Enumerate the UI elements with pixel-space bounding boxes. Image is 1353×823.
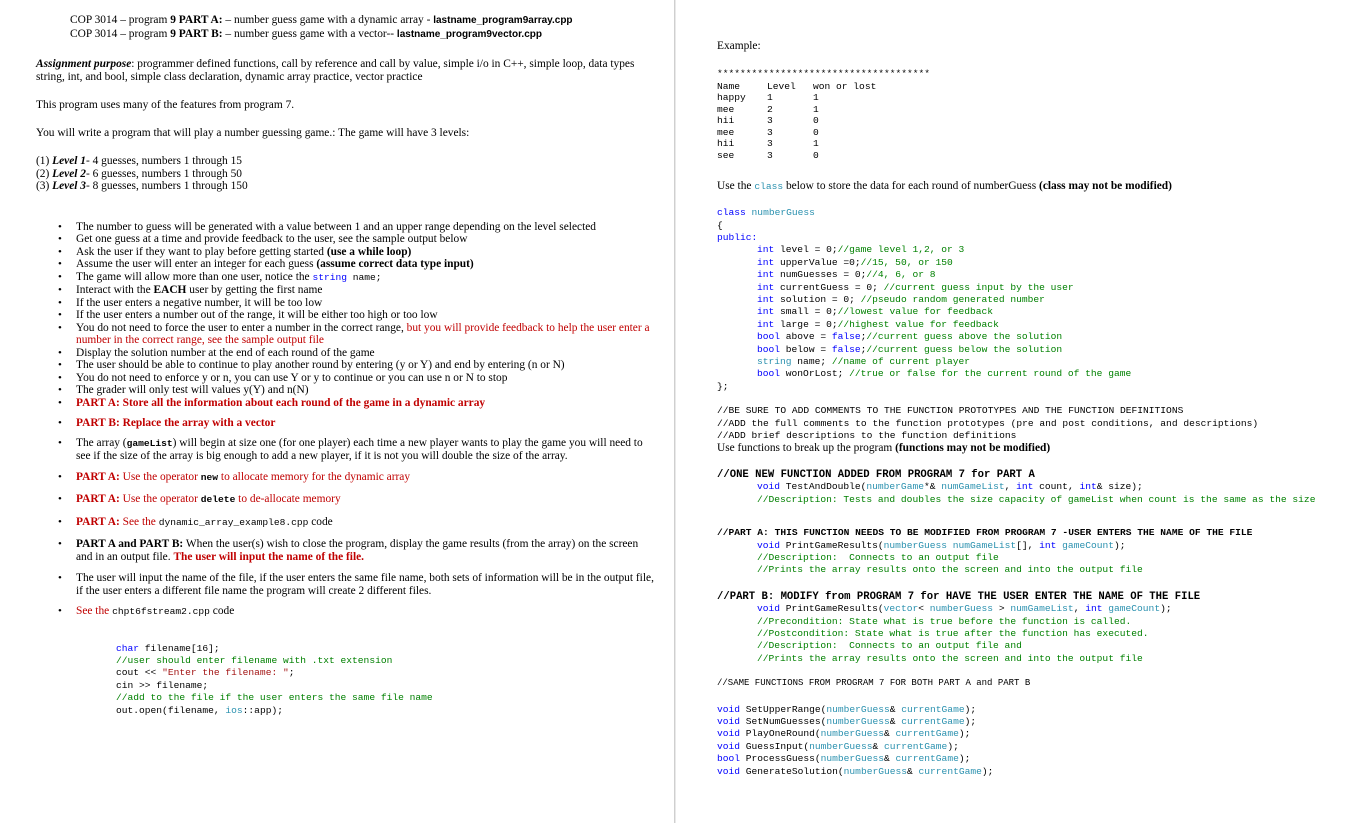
example-label: Example: [717,40,761,52]
code-line: int large = 0;//highest value for feedback [757,318,999,330]
requirements-list-c [36,437,656,463]
section-header: //SAME FUNCTIONS FROM PROGRAM 7 FOR BOTH PART A and PART B [717,678,1031,689]
list-item: • The user will input the name of the file, if the user enters the same file name, both sets of information will be in the output file, if the user enters a different file name the program will create 2 different files. [58,572,654,597]
code-line: //Prints the array results onto the screen and into the output file [757,652,1143,664]
table-row: mee 2 1 [717,103,819,115]
code-line: void GenerateSolution(numberGuess& currentGame); [717,765,994,777]
code-line: int numGuesses = 0;//4, 6, or 8 [757,269,936,281]
level-item: (3) Level 3- 8 guesses, numbers 1 through 150 [36,180,248,192]
header-filename: lastname_program9array.cpp [433,15,573,26]
list-item: • The game will allow more than one user, notice the string name; [58,270,382,283]
header-text: COP 3014 – program [70,27,171,40]
requirements-list-i [36,605,656,619]
code-line: int level = 0;//game level 1,2, or 3 [757,244,965,256]
code-line: //add to the file if the user enters the same file name [116,692,433,704]
table-row: hii 3 0 [717,115,819,127]
code-line: class numberGuess [717,207,815,219]
requirements-list-f [36,516,656,530]
list-item: • PART A: Use the operator new to allocate memory for the dynamic array [58,470,411,483]
column-header: Level [767,80,796,92]
code-line: int upperValue =0;//15, 50, or 150 [757,256,953,268]
code-line: cin >> filename; [116,679,209,691]
list-item: • If the user enters a number out of the range, it will be either too high or too low [58,309,438,321]
class-code-block [717,207,1345,393]
requirements-list-d [36,471,656,485]
list-item: • The array (gameList) will begin at size one (for one player) each time a new player wants to play the game you will need to see if the size of the array is big enough to add a new player, if it is not you will double the size of the array. [58,436,643,462]
code-line: //user should enter filename with .txt extension [116,654,393,666]
requirements-list-h [36,572,656,597]
part-b-block [717,591,1345,665]
document-page-right [676,0,1353,823]
level-item: (2) Level 2- 6 guesses, numbers 1 through 50 [36,167,242,180]
use-class-paragraph: Use the class below to store the data for each round of numberGuess (class may not be modified) [717,179,1172,192]
column-header: won or lost [813,80,877,92]
requirements-list-e [36,493,656,507]
code-line: void GuessInput(numberGuess& currentGame); [717,740,959,752]
code-line: cout << "Enter the filename: "; [116,667,295,679]
uses-paragraph: This program uses many of the features from program 7. [36,99,295,111]
table-header-row [717,81,1345,93]
write-paragraph: You will write a program that will play a number guessing game.: The game will have 3 levels: [36,126,470,139]
code-line: //BE SURE TO ADD COMMENTS TO THE FUNCTION PROTOTYPES AND THE FUNCTION DEFINITIONS [717,405,1184,417]
list-item: • You do not need to enforce y or n, you can use Y or y to continue or you can use n or N to stop [58,371,508,384]
code-line: char filename[16]; [116,642,220,654]
purpose-text: : programmer defined functions, call by reference and call by value, simple i/o in C++, simple loop, data types string, int, and bool, simple class declaration, dynamic array practice, vector practice [36,58,635,83]
code-line: //Prints the array results onto the screen and into the output file [757,564,1143,576]
list-item: • PART A: Use the operator delete to de-allocate memory [58,493,341,505]
code-line: //ADD brief descriptions to the function definitions [717,430,1017,442]
code-line: void PrintGameResults(vector< numberGuess > numGameList, int gameCount); [757,603,1172,615]
code-line: out.open(filename, ios::app); [116,704,283,716]
list-item: • Interact with the EACH user by getting the first name [58,284,323,296]
header-part: 9 PART B: [170,27,223,40]
list-item: • The number to guess will be generated with a value between 1 and an upper range depending on the level selected [58,220,596,233]
section-header: //ONE NEW FUNCTION ADDED FROM PROGRAM 7 for PART A [717,468,1035,481]
part-a-block [717,527,1345,577]
code-line: //ADD the full comments to the function prototypes (pre and post conditions, and descriptions) [717,417,1259,429]
levels-list [36,155,656,193]
table-row: hii 3 1 [717,138,819,150]
table-row: happy 1 1 [717,92,819,104]
header-line-b [36,28,656,42]
code-line: //Precondition: State what is true before the function is called. [757,615,1132,627]
code-line: bool below = false;//current guess below the solution [757,343,1063,355]
code-line: string name; //name of current player [757,356,971,368]
code-line: int solution = 0; //pseudo random generated number [757,294,1045,305]
requirements-list-b [36,417,656,430]
use-functions-paragraph: Use functions to break up the program (functions may not be modified) [717,442,1051,455]
code-line: //Description: Connects to an output file and [757,640,1022,652]
code-line: void SetUpperRange(numberGuess& currentGame); [717,703,977,715]
requirements-list-g [36,538,656,563]
document-page-left [0,0,675,823]
header-filename: lastname_program9vector.cpp [396,28,542,40]
header-part: 9 PART A: [170,14,223,26]
code-line: public: [717,231,758,243]
column-header: Name [717,80,741,92]
code-line: bool wonOrLost; //true or false for the current round of the game [757,368,1132,380]
code-line: //Description: Connects to an output file [757,552,999,563]
code-line: void PlayOneRound(numberGuess& currentGame); [717,728,971,740]
code-line: void TestAndDouble(numberGame*& numGameList, int count, int& size); [757,481,1143,493]
purpose-label: Assignment purpose [36,58,132,70]
header-line-a [36,14,656,28]
list-item: • Display the solution number at the end of each round of the game [58,346,375,359]
list-item: • PART A: Store all the information about each round of the game in a dynamic array [58,396,486,409]
header-text: COP 3014 – program [70,14,171,26]
code-line: //Description: Tests and doubles the size capacity of gameList when count is the same as the size [757,493,1316,505]
list-item: • Get one guess at a time and provide feedback to the user, see the sample output below [58,233,468,245]
code-line: void PrintGameResults(numberGuess numGameList[], int gameCount); [757,539,1126,551]
same-functions-block [717,704,1345,778]
comments-block [717,405,1345,442]
purpose-paragraph [36,58,656,83]
code-line: //Postcondition: State what is true after the function has executed. [757,628,1149,640]
table-row: see 3 0 [717,150,819,162]
code-line: { [717,219,723,231]
code-line: bool above = false;//current guess above the solution [757,331,1063,343]
section-header: //PART A: THIS FUNCTION NEEDS TO BE MODIFIED FROM PROGRAM 7 -USER ENTERS THE NAME OF THE FILE [717,527,1253,539]
list-item: • Assume the user will enter an integer for each guess (assume correct data type input) [58,258,474,270]
requirements-list [36,221,656,410]
list-item: • You do not need to force the user to enter a number in the correct range, but you will provide feedback to help the user enter a number in the correct range, see the sample output file [58,321,650,346]
stars-line: ************************************* [717,67,931,79]
list-item: • The user should be able to continue to play another round by entering (y or Y) and end by entering (n or N) [58,359,565,371]
code-line: bool ProcessGuess(numberGuess& currentGame); [717,753,971,765]
list-item: • PART B: Replace the array with a vector [58,417,276,429]
header-desc: – number guess game with a dynamic array - [222,14,434,26]
list-item: • The grader will only test will values y(Y) and n(N) [58,384,309,396]
table-row: mee 3 0 [717,126,819,138]
list-item: • PART A: See the dynamic_array_example8.cpp code [58,515,333,528]
section-header: //PART B: MODIFY from PROGRAM 7 for HAVE THE USER ENTER THE NAME OF THE FILE [717,590,1201,603]
code-line: void SetNumGuesses(numberGuess& currentGame); [717,716,977,728]
level-item: (1) Level 1- 4 guesses, numbers 1 through 15 [36,155,242,167]
list-item: • See the chpt6fstream2.cpp code [58,605,235,617]
code-line: int currentGuess = 0; //current guess input by the user [757,281,1074,293]
header-desc: – number guess game with a vector-- [222,27,397,40]
code-line: }; [717,380,729,392]
list-item: • PART A and PART B: When the user(s) wish to close the program, display the game results (from the array) on the screen and in an output file. The user will input the name of the file. [58,538,639,563]
new-function-block [717,469,1345,506]
filename-code-block [116,643,656,717]
list-item: • If the user enters a negative number, it will be too low [58,296,323,309]
results-table [717,81,1345,162]
code-line: int small = 0;//lowest value for feedback [757,306,994,318]
list-item: • Ask the user if they want to play before getting started (use a while loop) [58,245,412,258]
doc-header [36,14,656,41]
